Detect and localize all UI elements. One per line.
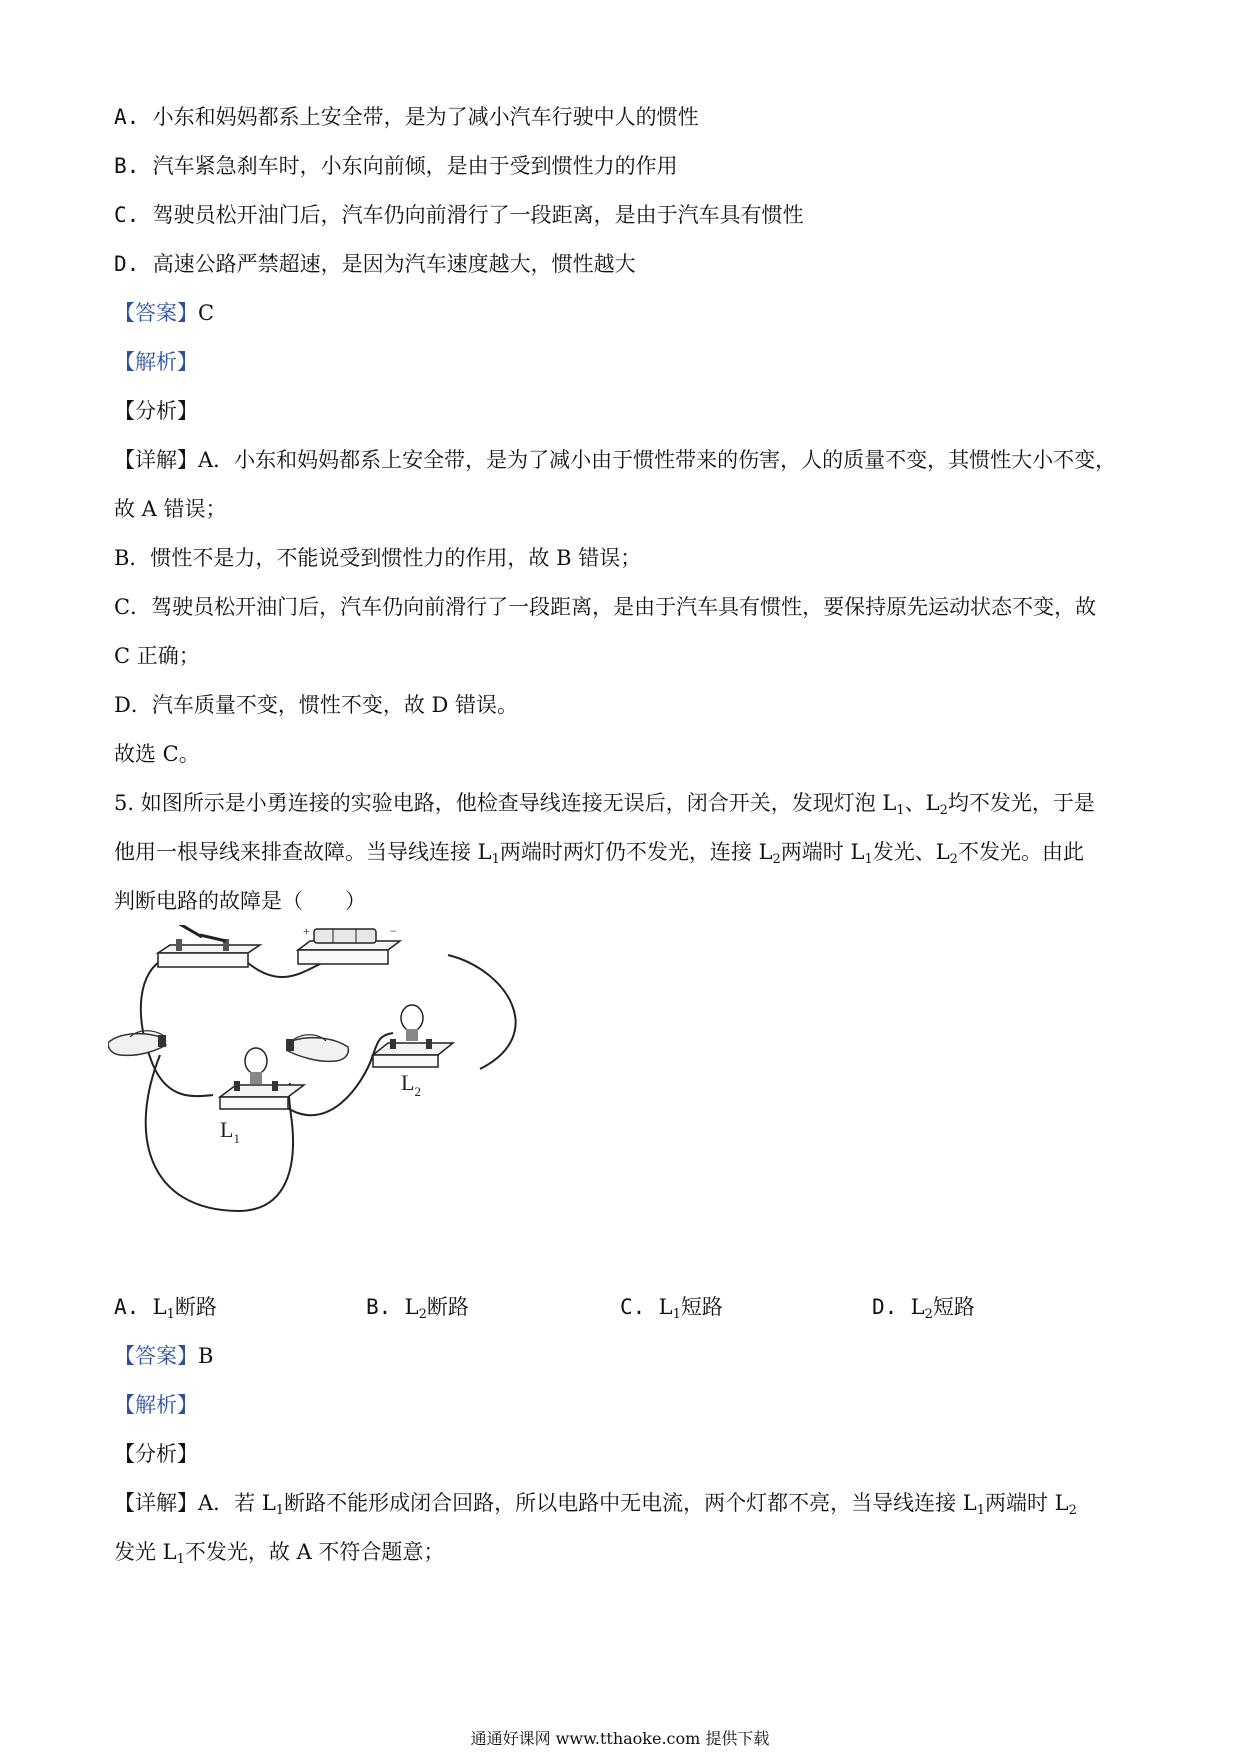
option-text: 驾驶员松开油门后，汽车仍向前滑行了一段距离，是由于汽车具有惯性	[152, 203, 804, 227]
answer-value: C	[198, 301, 215, 325]
stem-text: 发光、L	[872, 840, 950, 864]
left-hand	[108, 1031, 166, 1056]
detail-text: A．小东和妈妈都系上安全带，是为了减小由于惯性带来的伤害，人的质量不变，其惯性大小不变，	[198, 448, 1117, 472]
detail-label: 【详解】	[114, 1491, 198, 1515]
label-l2: $L_2$	[401, 1070, 421, 1099]
answer-label: 【答案】	[114, 301, 198, 325]
subscript: 1	[275, 1503, 285, 1518]
right-hand	[286, 1035, 348, 1062]
detail-text: 发光 L	[114, 1540, 177, 1564]
battery	[298, 925, 400, 964]
subscript: 2	[949, 852, 958, 867]
wire-battery-l2	[448, 955, 516, 1069]
wire-switch-l1	[141, 958, 213, 1096]
option-letter: B.	[366, 1295, 392, 1319]
q5-detail-line-2	[114, 1537, 444, 1567]
detail-text: A．若 L	[198, 1491, 276, 1515]
lamp-l1	[220, 1048, 304, 1146]
option-letter: A.	[114, 1295, 140, 1319]
q4-detail-line-6: D．汽车质量不变，惯性不变，故 D 错误。	[114, 693, 519, 717]
battery-plus: +	[303, 925, 310, 938]
q4-detail-line-5: C 正确；	[114, 644, 200, 668]
option-text: 汽车紧急刹车时，小东向前倾，是由于受到惯性力的作用	[152, 154, 678, 178]
option-letter: A.	[114, 105, 140, 129]
answer-label: 【答案】	[114, 1344, 198, 1368]
detail-text: 断路不能形成闭合回路，所以电路中无电流，两个灯都不亮，当导线连接 L	[284, 1491, 977, 1515]
subscript: 1	[491, 852, 500, 867]
subscript: 1	[976, 1503, 985, 1518]
subscript: 2	[939, 803, 948, 818]
option-letter: D.	[114, 252, 140, 276]
detail-text: 不发光，故 A 不符合题意；	[184, 1540, 445, 1564]
option-letter: D.	[872, 1295, 898, 1319]
q4-detail-line-3: B．惯性不是力，不能说受到惯性力的作用，故 B 错误；	[114, 546, 642, 570]
option-text: 短路	[680, 1295, 723, 1319]
stem-text: 他用一根导线来排查故障。当导线连接 L	[114, 840, 492, 864]
option-text: L	[404, 1295, 419, 1319]
q4-conclusion: 故选 C。	[114, 742, 200, 766]
q4-detail-line-2: 故 A 错误；	[114, 497, 227, 521]
q4-option-c	[114, 200, 804, 230]
option-text: L	[152, 1295, 167, 1319]
subscript: 1	[896, 803, 905, 818]
q5-stem-line-1	[114, 788, 1095, 818]
page-footer: 通通好课网 www.tthaoke.com 提供下载	[470, 1729, 770, 1748]
option-letter: B.	[114, 154, 140, 178]
q5-option-c	[620, 1292, 723, 1322]
q5-option-d	[872, 1292, 975, 1322]
detail-label: 【详解】	[114, 448, 198, 472]
option-text: 断路	[426, 1295, 469, 1319]
option-text: L	[910, 1295, 925, 1319]
q5-stem-line-2	[114, 837, 1084, 867]
label-l1: $L_1$	[220, 1117, 240, 1146]
stem-text: 两端时两灯仍不发光，连接 L	[499, 840, 773, 864]
q5-option-a	[114, 1292, 217, 1322]
q4-answer	[114, 298, 214, 328]
stem-text: 均不发光，于是	[947, 791, 1095, 815]
stem-text: 5. 如图所示是小勇连接的实验电路，他检查导线连接无误后，闭合开关，发现灯泡 L	[114, 791, 897, 815]
circuit-figure	[108, 925, 538, 1280]
q5-answer	[114, 1341, 213, 1371]
q5-fenxi-label: 【分析】	[114, 1442, 198, 1466]
q4-detail-line-4: C．驾驶员松开油门后，汽车仍向前滑行了一段距离，是由于汽车具有惯性，要保持原先运动状态不变，故	[114, 595, 1097, 619]
option-text: 断路	[174, 1295, 217, 1319]
detail-text: 两端时 L	[984, 1491, 1069, 1515]
q5-option-b	[366, 1292, 469, 1322]
switch	[158, 925, 260, 967]
stem-text: 两端时 L	[780, 840, 865, 864]
q4-detail-line-1	[114, 445, 1116, 475]
option-text: L	[658, 1295, 673, 1319]
answer-value: B	[198, 1344, 214, 1368]
subscript: 2	[772, 852, 781, 867]
q5-detail-line-1	[114, 1488, 1077, 1518]
q4-option-a	[114, 102, 699, 132]
option-text: 短路	[932, 1295, 975, 1319]
option-text: 高速公路严禁超速，是因为汽车速度越大，惯性越大	[152, 252, 636, 276]
subscript: 1	[672, 1307, 681, 1322]
battery-minus: −	[390, 925, 397, 938]
subscript: 1	[166, 1307, 175, 1322]
subscript: 2	[1068, 1503, 1077, 1518]
option-letter: C.	[114, 203, 140, 227]
subscript: 2	[418, 1307, 427, 1322]
q4-fenxi-label: 【分析】	[114, 399, 198, 423]
q4-analysis-label: 【解析】	[114, 350, 198, 374]
subscript: 1	[864, 852, 873, 867]
stem-text: 、L	[904, 791, 940, 815]
subscript: 2	[924, 1307, 933, 1322]
lamp-l2	[373, 1005, 453, 1099]
option-text: 小东和妈妈都系上安全带，是为了减小汽车行驶中人的惯性	[152, 105, 699, 129]
q5-stem-line-3: 判断电路的故障是（ ）	[114, 889, 366, 913]
stem-text: 不发光。由此	[957, 840, 1084, 864]
q5-analysis-label: 【解析】	[114, 1393, 198, 1417]
q4-option-d	[114, 249, 636, 279]
option-letter: C.	[620, 1295, 646, 1319]
subscript: 1	[176, 1552, 185, 1567]
q4-option-b	[114, 151, 678, 181]
